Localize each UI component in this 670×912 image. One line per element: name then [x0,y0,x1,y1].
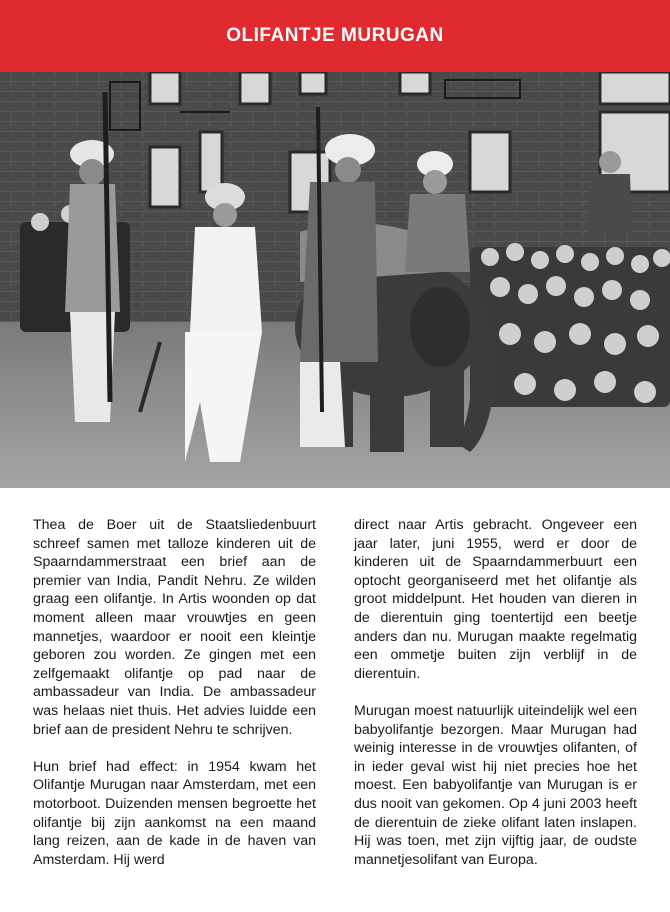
article-column-right [354,516,637,888]
parade-photo [0,72,670,488]
page-header [0,0,670,72]
parade-photo-illustration [0,72,670,488]
page-title: OLIFANTJE MURUGAN [226,25,444,46]
article-paragraph: direct naar Artis gebracht. Ongeveer een jaar later, juni 1955, werd er door de kinderen uit de Spaarndammerbuurt een optocht georganiseerd met het olifantje als groot middelpunt. Het houden van dieren in de dierentuin ging toentertijd een beetje anders dan nu. Murugan maakte regelmatig een ommetje buiten zijn verblijf in de dierentuin. [354,517,637,682]
article-column-left [33,516,316,888]
article-paragraph: Thea de Boer uit de Staatsliedenbuurt schreef samen met talloze kinderen uit de Spaarndammerstraat een brief aan de premier van India, Pandit Nehru. Ze wilden graag een olifantje. In Artis woonden op dat moment alleen maar vrouwtjes en geen mannetjes, waardoor er nooit een kleintje geboren zou worden. Ze gingen met een zelfgemaakt olifantje op pad naar de ambassadeur van India. De ambassadeur was helaas niet thuis. Het advies luidde een brief aan de president Nehru te schrijven. [33,517,316,738]
article-paragraph: Murugan moest natuurlijk uiteindelijk wel een babyolifantje bezorgen. Maar Murugan had weinig interesse in de vrouwtjes olifanten, of in ieder geval wist hij niet precies hoe het moest. Een babyolifantje van Murugan is er dus nooit van gekomen. Op 4 juni 2003 heeft de dierentuin de zieke olifant laten inslapen. Hij was toen, met zijn vijftig jaar, de oudste mannetjesolifant van Europa. [354,702,637,868]
article-paragraph: Hun brief had effect: in 1954 kwam het Olifantje Murugan naar Amsterdam, met een motorboot. Duizenden mensen begroette het olifantje bij zijn aankomst na een maand lang reizen, aan de kade in de haven van Amsterdam. Hij werd [33,758,316,868]
